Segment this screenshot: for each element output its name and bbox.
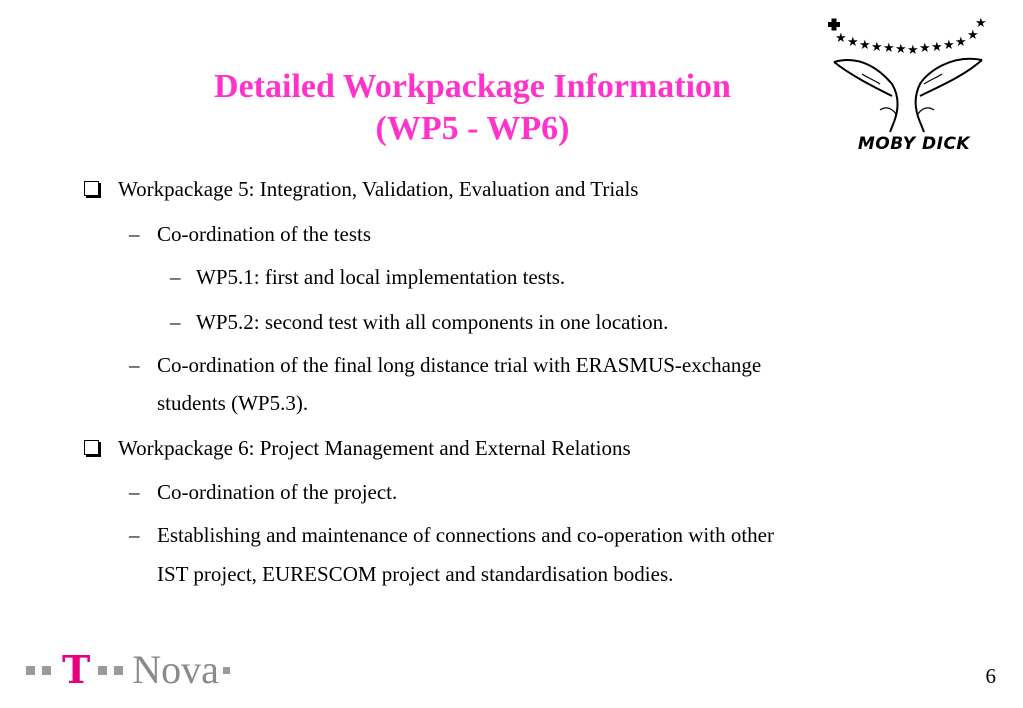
bullet-level2: Establishing and maintenance of connections and co-operation with other [157,523,774,547]
dash-bullet: – [129,353,140,377]
svg-text:★: ★ [835,31,847,46]
t-logo-letter: T [62,647,91,692]
bullet-level3: WP5.1: first and local implementation tests. [196,265,566,289]
svg-text:★: ★ [967,28,979,43]
dash-bullet: – [129,523,140,547]
svg-text:★: ★ [859,38,871,53]
slide-title-line-1: Detailed Workpackage Information [214,68,731,105]
bullet-level2: Co-ordination of the tests [157,222,372,246]
bullet-level2: Co-ordination of the project. [157,480,398,504]
bullet-level3: WP5.2: second test with all components in one location. [196,310,669,334]
dash-bullet: – [129,480,140,504]
bullet-level2: Co-ordination of the final long distance trial with ERASMUS-exchange [157,353,762,377]
logo-dot [26,666,35,675]
bullet-level2-continuation: students (WP5.3). [157,391,309,415]
svg-text:★: ★ [871,40,883,55]
logo-dot [98,666,107,675]
t-nova-logo [26,647,230,692]
page-number: 6 [985,664,996,688]
svg-text:★: ★ [943,38,955,53]
svg-text:★: ★ [955,35,967,50]
logo-dot [223,667,230,674]
svg-text:★: ★ [895,42,907,57]
checkbox-bullet-icon [84,440,99,455]
slide-title-line-2: (WP5 - WP6) [375,110,570,147]
svg-text:★: ★ [975,16,987,31]
svg-text:★: ★ [907,43,919,58]
dash-bullet: – [129,222,140,246]
logo-dot [42,666,51,675]
svg-text:★: ★ [883,41,895,56]
checkbox-bullet-icon [84,181,99,196]
logo-label: MOBY DICK [857,134,971,154]
dash-bullet: – [170,265,181,289]
nova-logo-text: Nova [132,647,219,692]
bullet-level1: Workpackage 5: Integration, Validation, Evaluation and Trials [118,177,639,201]
dash-bullet: – [170,310,181,334]
svg-text:★: ★ [931,40,943,55]
logo-dot [114,666,123,675]
bullet-level1: Workpackage 6: Project Management and External Relations [118,436,631,460]
svg-text:★: ★ [847,35,859,50]
svg-text:★: ★ [919,41,931,56]
bullet-level2-continuation: IST project, EURESCOM project and standardisation bodies. [157,562,674,586]
